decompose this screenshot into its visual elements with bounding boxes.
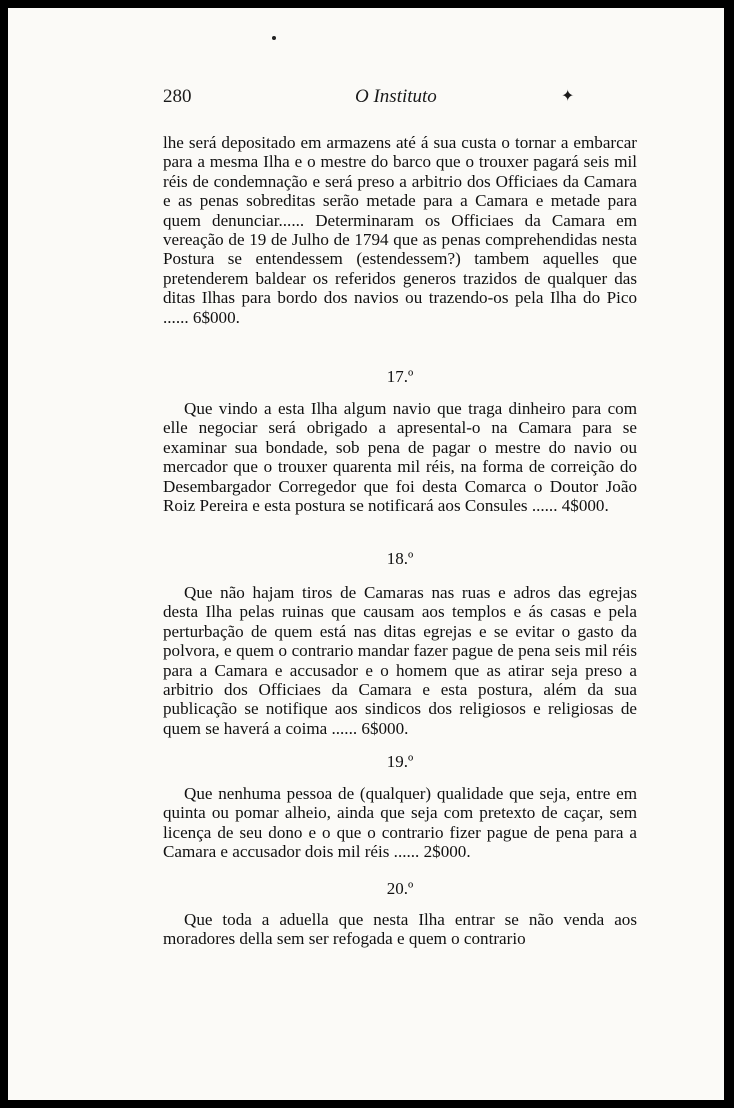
book-page: [8, 8, 724, 1100]
page-header: [163, 86, 583, 110]
paragraph-16-continuation: lhe será depositado em armazens até á sua custa o tornar a embarcar para a mesma Ilha e o mestre do barco que o trouxer pagará seis mil réis de condemnação e será preso a arbitrio dos Officiaes da Camara e as penas sobreditas serão metade para a Camara e metade para quem denunciar...... Determinaram os Officiaes da Camara em vereação de 19 de Julho de 1794 que as penas comprehendidas nesta Postura se entendessem (estendessem?) tambem aquelles que pretenderem baldear os referidos generos trazidos de qualquer das ditas Ilhas para bordo dos navios ou trazendo-os pela Ilha do Pico ...... 6$000.: [163, 133, 637, 327]
article-heading-17: 17.º: [386, 367, 414, 386]
ornament-icon: ✦: [561, 88, 575, 105]
article-heading-20: 20.º: [386, 879, 414, 898]
article-18-text: Que não hajam tiros de Camaras nas ruas e adros das egrejas desta Ilha pelas ruinas que causam aos templos e ás casas e pela perturbação de quem está nas ditas egrejas e se evitar o gasto da polvora, e quem o contrario mandar fazer pague de pena seis mil réis para a Camara e accusador e o homem que as atirar seja preso a arbitrio dos Officiaes da Camara e esta postura, além da sua publicação se notifique aos sindicos dos religiosos e religiosas de quem se haverá a coima ...... 6$000.: [163, 583, 637, 738]
article-heading-19: 19.º: [386, 752, 414, 771]
article-20-text: Que toda a aduella que nesta Ilha entrar se não venda aos moradores della sem ser refogada e quem o contrario: [163, 910, 637, 949]
running-title: O Instituto: [355, 86, 437, 107]
page-number: 280: [163, 86, 192, 107]
article-heading-18: 18.º: [386, 549, 414, 568]
article-19-text: Que nenhuma pessoa de (qualquer) qualidade que seja, entre em quinta ou pomar alheio, ainda que seja com pretexto de caçar, sem licença de seu dono e o que o contrario fizer pague de pena para a Camara e accusador dois mil réis ...... 2$000.: [163, 784, 637, 862]
print-speck: [272, 36, 276, 40]
article-17-text: Que vindo a esta Ilha algum navio que traga dinheiro para com elle negociar será obrigado a apresental-o na Camara para se examinar sua bondade, sob pena de pagar o mestre do navio ou mercador que o trouxer quarenta mil réis, na forma de correição do Desembargador Corregedor que foi desta Comarca o Doutor João Roiz Pereira e esta postura se notificará aos Consules ...... 4$000.: [163, 399, 637, 516]
